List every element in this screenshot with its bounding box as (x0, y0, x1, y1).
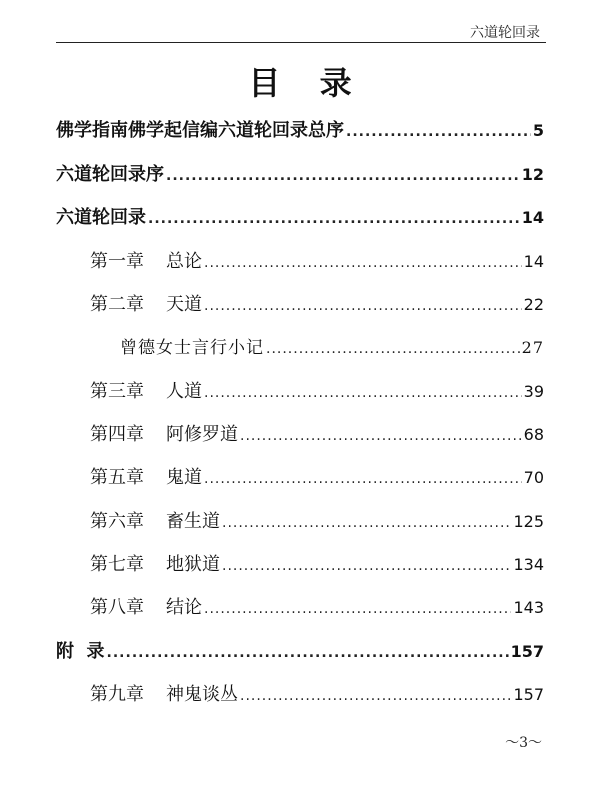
dot-leader (240, 421, 522, 451)
dot-leader (266, 334, 520, 364)
chapter-number: 第七章 (90, 554, 144, 575)
toc-entry[interactable] (56, 116, 544, 146)
toc-entry[interactable] (56, 637, 544, 667)
chapter-title: 鬼道 (166, 467, 202, 488)
toc-entry-label (90, 550, 220, 580)
chapter-number: 第三章 (90, 381, 144, 402)
toc-page-number: 27 (521, 338, 544, 357)
toc-entry-label (90, 507, 220, 537)
toc-entry[interactable] (90, 550, 544, 580)
toc-entry[interactable] (90, 463, 544, 493)
chapter-title: 神鬼谈丛 (166, 684, 238, 705)
chapter-number: 第五章 (90, 467, 144, 488)
toc-entry[interactable] (90, 593, 544, 623)
chapter-title: 总论 (166, 251, 202, 272)
toc-entry[interactable] (56, 160, 544, 190)
dot-leader (204, 378, 522, 408)
dot-leader (222, 551, 511, 581)
toc-page-number: 70 (523, 468, 544, 487)
chapter-title: 人道 (166, 381, 202, 402)
chapter-title: 天道 (166, 294, 202, 315)
toc-entry[interactable] (90, 247, 544, 277)
chapter-number: 第二章 (90, 294, 144, 315)
chapter-title: 结论 (166, 597, 202, 618)
toc-entry-label (90, 247, 202, 277)
toc-page-number: 39 (523, 382, 544, 401)
chapter-title: 阿修罗道 (166, 424, 238, 445)
toc-entry-label: 附 录 (56, 641, 105, 662)
toc-page-number: 125 (513, 512, 544, 531)
toc-entry-label: 六道轮回录序 (56, 164, 164, 185)
chapter-number: 第一章 (90, 251, 144, 272)
toc-page-number: 68 (523, 425, 544, 444)
toc-entry[interactable] (120, 333, 544, 363)
toc-entry-label (90, 290, 202, 320)
toc-page-number: 5 (532, 121, 544, 140)
running-header: 六道轮回录 (470, 25, 540, 41)
dot-leader (204, 248, 522, 278)
toc-page-number: 134 (513, 555, 544, 574)
dot-leader (204, 594, 511, 624)
toc-entry-label (90, 377, 202, 407)
toc-entry[interactable] (90, 420, 544, 450)
toc-entry[interactable] (90, 507, 544, 537)
dot-leader (240, 681, 511, 711)
toc-page-number: 157 (510, 642, 544, 661)
toc-entry[interactable] (56, 203, 544, 233)
chapter-title: 地狱道 (166, 554, 220, 575)
toc-page-number: 12 (521, 165, 544, 184)
toc-entry[interactable] (90, 377, 544, 407)
chapter-number: 第八章 (90, 597, 144, 618)
dot-leader (204, 291, 522, 321)
toc-page-number: 14 (523, 252, 544, 271)
page-number-footer: ～3～ (505, 735, 542, 751)
chapter-number: 第四章 (90, 424, 144, 445)
chapter-number: 第九章 (90, 684, 144, 705)
dot-leader (222, 508, 511, 538)
toc-entry[interactable] (90, 290, 544, 320)
dot-leader (204, 464, 522, 494)
chapter-number: 第六章 (90, 511, 144, 532)
toc-entry-label: 佛学指南佛学起信编六道轮回录总序 (56, 120, 344, 141)
dot-leader (148, 204, 520, 234)
toc-entry-label: 六道轮回录 (56, 207, 146, 228)
toc-entry-label (90, 420, 238, 450)
toc-page-number: 143 (513, 598, 544, 617)
dot-leader (107, 638, 509, 668)
toc-page-number: 157 (513, 685, 544, 704)
toc-entry-label: 曾德女士言行小记 (120, 338, 264, 358)
dot-leader (346, 117, 531, 147)
toc-page-number: 14 (521, 208, 544, 227)
toc-entry-label (90, 680, 238, 710)
toc-page-number: 22 (523, 295, 544, 314)
page-title: 目 录 (248, 64, 366, 102)
dot-leader (166, 161, 520, 191)
chapter-title: 畜生道 (166, 511, 220, 532)
toc-entry[interactable] (90, 680, 544, 710)
toc-entry-label (90, 593, 202, 623)
toc-entry-label (90, 463, 202, 493)
